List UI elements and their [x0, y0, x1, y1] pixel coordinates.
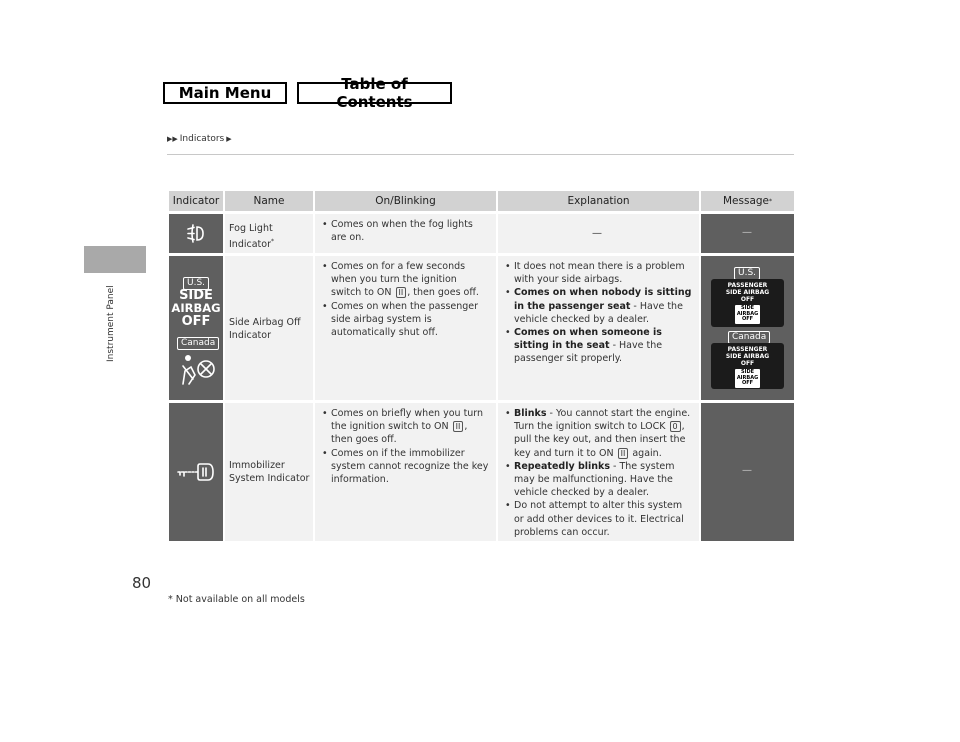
- passenger-airbag-off-icon: [175, 353, 217, 387]
- region-tag-canada: Canada: [728, 331, 770, 344]
- table-row-side-airbag-name: [225, 256, 313, 400]
- main-menu-button[interactable]: Main Menu: [163, 82, 287, 104]
- table-row-fog-light-name: [225, 214, 313, 253]
- list-item: • Comes on when someone is sitting in the seat - Have the passenger sit properly.: [505, 326, 693, 366]
- table-row-immobilizer-message: [701, 403, 794, 541]
- icon-text: OFF: [181, 314, 211, 329]
- breadcrumb: [167, 134, 232, 144]
- header-on-blinking: On/Blinking: [315, 191, 496, 211]
- header-message: [701, 191, 794, 211]
- switch-position-badge: 0: [670, 421, 681, 432]
- empty-dash: —: [742, 227, 752, 238]
- switch-position-badge: II: [453, 421, 464, 432]
- list-item: • Comes on when nobody is sitting in the passenger seat - Have the vehicle checked by a dealer.: [505, 286, 693, 326]
- list-item: • Comes on for a few seconds when you turn the ignition switch to ON II , then goes off.: [322, 260, 490, 300]
- message-display-canada: PASSENGER SIDE AIRBAG OFF SIDE AIRBAG OFF: [711, 343, 784, 389]
- header-message-label: Message: [722, 195, 770, 207]
- table-row-fog-light-icon-cell: [169, 214, 223, 253]
- indicator-name: Side Airbag Off Indicator: [229, 317, 301, 342]
- header-divider: [167, 154, 794, 155]
- region-tag-us: U.S.: [734, 267, 760, 280]
- table-row-fog-light-explanation: [498, 214, 699, 253]
- icon-text: AIRBAG: [171, 301, 221, 315]
- breadcrumb-arrow-icon: ▶▶: [167, 135, 178, 143]
- table-row-fog-light-on-blinking: [315, 214, 496, 253]
- section-label: Instrument Panel: [106, 285, 116, 362]
- fog-light-icon: [169, 214, 223, 253]
- region-tag-canada: Canada: [177, 337, 219, 350]
- table-row-side-airbag-explanation: [498, 256, 699, 400]
- list-item: • Blinks - You cannot start the engine. Turn the ignition switch to LOCK 0 , pull the key out, and then insert the key and turn it to ON II again.: [505, 407, 693, 460]
- indicator-name: Immobilizer System Indicator: [229, 460, 310, 485]
- table-row-immobilizer-explanation: [498, 403, 699, 541]
- list-item: • Comes on when the passenger side airbag system is automatically shut off.: [322, 300, 490, 340]
- breadcrumb-indicators-link[interactable]: Indicators: [179, 134, 225, 144]
- header-name: Name: [225, 191, 313, 211]
- header-explanation: Explanation: [498, 191, 699, 211]
- region-tag-us: U.S.: [183, 277, 209, 290]
- table-row-side-airbag-on-blinking: [315, 256, 496, 400]
- empty-dash: —: [742, 465, 752, 476]
- list-item: • Comes on if the immobilizer system cannot recognize the key information.: [322, 447, 490, 487]
- footnote-mark: *: [769, 197, 773, 205]
- footnote: * Not available on all models: [168, 594, 305, 605]
- airbag-off-badge-icon: SIDE AIRBAG OFF: [736, 369, 759, 386]
- side-airbag-off-icon: [171, 289, 221, 328]
- switch-position-badge: II: [396, 287, 407, 298]
- section-tab: [84, 246, 146, 273]
- empty-dash: —: [592, 228, 602, 239]
- table-row-fog-light-message: [701, 214, 794, 253]
- immobilizer-key-icon: [176, 461, 216, 483]
- table-row-immobilizer-name: [225, 403, 313, 541]
- list-item: • It does not mean there is a problem with your side airbags.: [505, 260, 693, 286]
- switch-position-badge: II: [618, 448, 629, 459]
- list-item: • Do not attempt to alter this system or add other devices to it. Electrical problems can occur.: [505, 499, 693, 539]
- message-display-us: PASSENGER SIDE AIRBAG OFF SIDE AIRBAG OFF: [711, 279, 784, 327]
- icon-text: SIDE: [179, 288, 213, 303]
- table-of-contents-button[interactable]: Table of Contents: [297, 82, 452, 104]
- footnote-mark: *: [270, 238, 274, 246]
- table-row-immobilizer-on-blinking: [315, 403, 496, 541]
- airbag-off-badge-icon: SIDE AIRBAG OFF: [736, 305, 759, 322]
- breadcrumb-arrow-icon: ▶: [226, 135, 232, 143]
- header-indicator: Indicator: [169, 191, 223, 211]
- list-item: • Comes on briefly when you turn the ignition switch to ON II , then goes off.: [322, 407, 490, 447]
- page-number: 80: [132, 574, 152, 592]
- table-row-side-airbag-message: [701, 256, 794, 400]
- table-row-side-airbag-icon-cell: [169, 256, 223, 400]
- table-row-immobilizer-icon-cell: [169, 403, 223, 541]
- list-item: • Comes on when the fog lights are on.: [322, 218, 490, 244]
- indicator-name: Fog Light Indicator: [229, 223, 273, 251]
- list-item: • Repeatedly blinks - The system may be malfunctioning. Have the vehicle checked by a dealer.: [505, 460, 693, 500]
